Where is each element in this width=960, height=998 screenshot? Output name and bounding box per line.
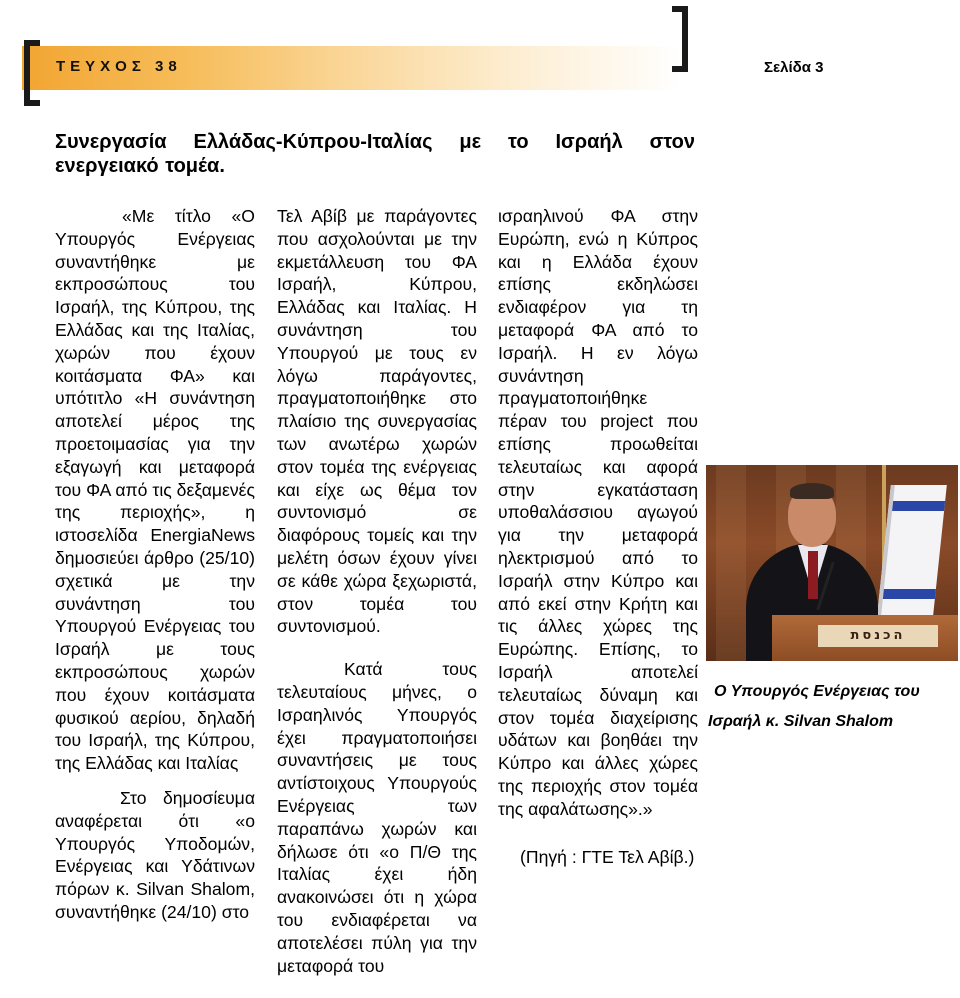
article-column-2 [277,205,477,977]
caption-line: Ισραήλ κ. Silvan Shalom [708,713,894,730]
minister-photo [706,465,958,661]
left-bracket-ornament [24,40,40,106]
article-column-1 [55,205,255,924]
podium-sign: הכנסת [818,625,938,647]
paragraph: «Με τίτλο «Ο Υπουργός Ενέργειας συναντήθηκε με εκπροσώπους του Ισραήλ, της Κύπρου, της Ελλάδας και της Ιταλίας, χωρών που έχουν κοιτάσματα ΦΑ» και υπότιτλο «Η συνάντηση αποτελεί μέρος της προετοιμασίας για την εξαγωγή και μεταφορά του ΦΑ από τις δεξαμενές της περιοχής», η ιστοσελίδα EnergiaNews δημοσιεύει άρθρο (25/10) σχετικά με την συνάντηση του Υπουργού Ενέργειας του Ισραήλ με τους εκπροσώπους χωρών που έχουν κοιτάσματα φυσικού αερίου, δηλαδή του Ισραήλ, της Κύπρου, της Ελλάδας και Ιταλίας [55,206,255,774]
issue-label: ΤΕΥΧΟΣ 38 [56,58,182,75]
wall-panel [716,465,746,661]
photo-caption [708,677,958,737]
right-bracket-ornament [672,6,688,72]
article-title: Συνεργασία Ελλάδας-Κύπρου-Ιταλίας με το Ισραήλ στον ενεργειακό τομέα. [55,131,695,177]
person-tie [808,551,818,599]
caption-line: Ο Υπουργός Ενέργειας του [714,683,920,700]
person-hair [790,483,834,499]
source-note: (Πηγή : ΓΤΕ Τελ Αβίβ.) [520,846,695,867]
article-column-3 [498,205,698,868]
page-number: Σελίδα 3 [764,59,824,76]
israel-flag [877,485,947,615]
paragraph: Κατά τους τελευταίους μήνες, ο Ισραηλινός Υπουργός έχει πραγματοποιήσει συναντήσεις με τους αντίστοιχους Υπουργούς Ενέργειας των παραπάνω χωρών και δήλωσε ότι «ο Π/Θ της Ιταλίας έχει ήδη ανακοινώσει ότι η χώρα του ενδιαφέρεται να αποτελέσει πύλη για την μεταφορά του [277,659,477,976]
paragraph: Τελ Αβίβ με παράγοντες που ασχολούνται με την εκμετάλλευση του ΦΑ Ισραήλ, Κύπρου, Ελλάδας και Ιταλίας. Η συνάντηση του Υπουργού με τους εν λόγω παράγοντες, πραγματοποιήθηκε στο πλαίσιο της συνεργασίας των ανωτέρω χωρών στον τομέα της ενέργειας και είχε ως θέμα τον συντονισμό σε διαφόρους τομείς και την μελέτη όσων έχουν γίνει σε κάθε χώρα ξεχωριστά, στον τομέα του συντονισμού. [277,206,477,637]
paragraph: ισραηλινού ΦΑ στην Ευρώπη, ενώ η Κύπρος και η Ελλάδα έχουν επίσης εκδηλώσει ενδιαφέρον για τη μεταφορά ΦΑ από το Ισραήλ. Η εν λόγω συνάντηση πραγματοποιήθηκε πέραν του project που επίσης προωθείται τελευταίως και αφορά στην εγκατάσταση υποθαλάσσιου αγωγού για την μεταφορά ηλεκτρισμού από το Ισραήλ στην Κύπρο και από εκεί στην Κρήτη και τις άλλες χώρες της Ευρώπης. Επίσης, το Ισραήλ αποτελεί τελευταίως δύναμη και στον τομέα διαχείρισης υδάτων και βοηθάει την Κύπρο και άλλες χώρες της περιοχής στον τομέα της αφαλάτωσης».» [498,206,698,819]
paragraph: Στο δημοσίευμα αναφέρεται ότι «ο Υπουργός Υποδομών, Ενέργειας και Υδάτινων πόρων κ. Silvan Shalom, συναντήθηκε (24/10) στο [55,787,255,922]
